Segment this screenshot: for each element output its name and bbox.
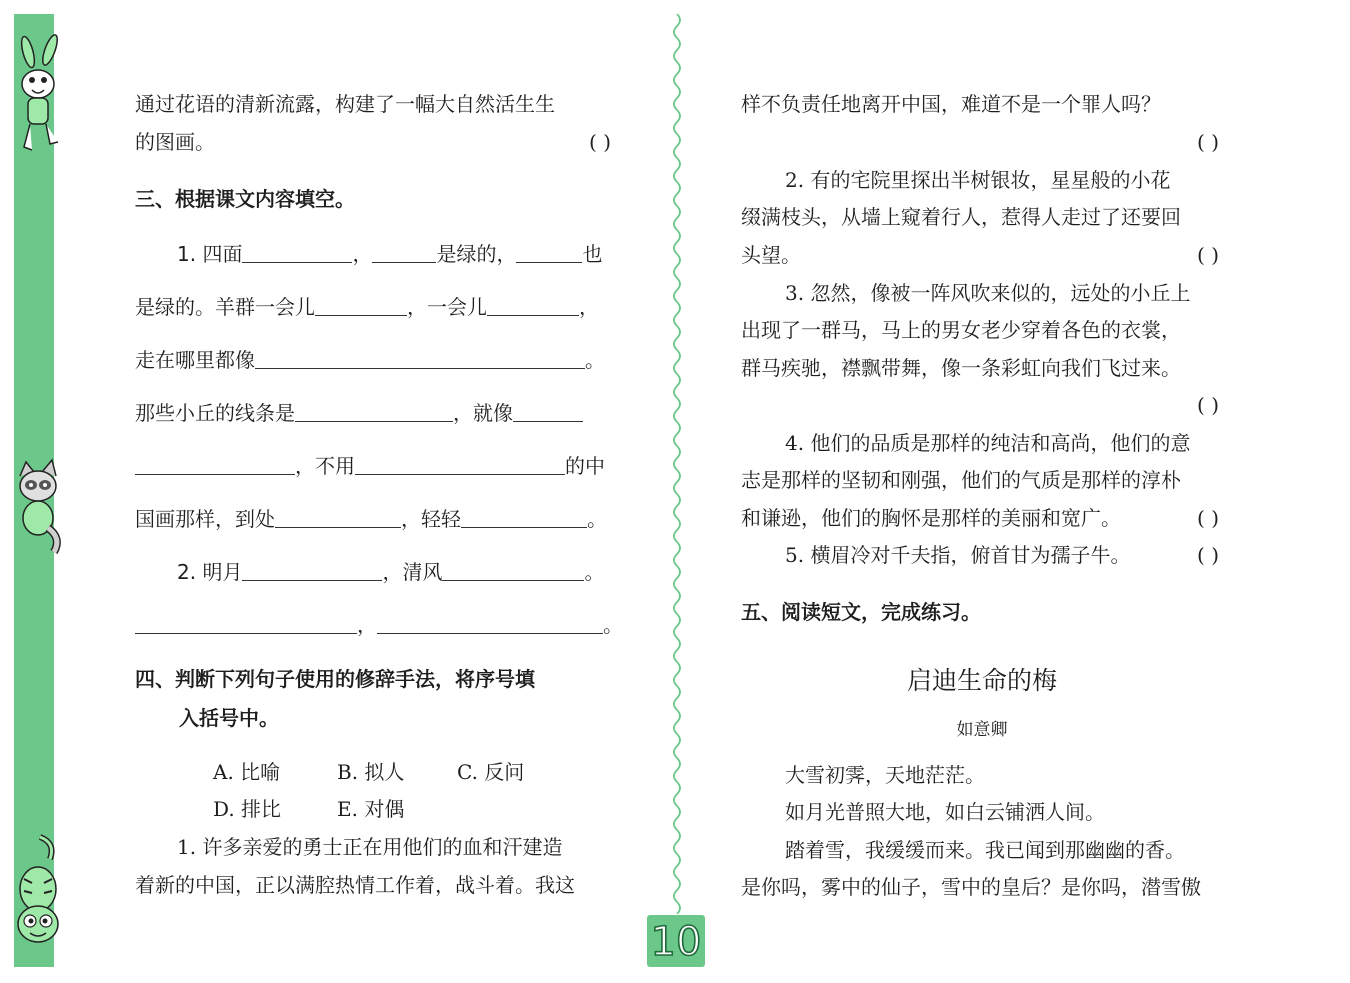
page-number: 10 — [647, 915, 705, 967]
q4-answer-bracket[interactable]: ( ) — [1197, 506, 1219, 530]
q4-line-3 — [741, 504, 1223, 532]
q2-answer-bracket[interactable]: ( ) — [1197, 243, 1219, 267]
rabbit-mascot-icon — [10, 32, 66, 162]
option-a: A. 比喻 — [213, 760, 281, 784]
section5-heading: 五、阅读短文，完成练习。 — [741, 600, 981, 624]
fill2-blank-2[interactable] — [442, 560, 584, 581]
fill1-text-line3: 走在哪里都像 — [135, 348, 255, 372]
section3-heading: 三、根据课文内容填空。 — [135, 187, 355, 211]
q3-answer-row — [741, 391, 1223, 419]
q1-line-2: 着新的中国，正以满腔热情工作着，战斗着。我这 — [135, 873, 575, 897]
fill2-line-2 — [135, 611, 623, 639]
fill2-text-period: 。 — [584, 560, 605, 584]
left-sidebar-strip — [14, 14, 54, 967]
fill1-text-comma2: ， — [579, 295, 599, 319]
fill1-text-shilv: 是绿的， — [436, 242, 517, 266]
fill1-line-2 — [135, 293, 615, 321]
q1-line-1: 1. 许多亲爱的勇士正在用他们的血和汗建造 — [177, 835, 563, 859]
intro-line-2 — [135, 128, 615, 156]
fill1-blank-11[interactable] — [275, 507, 401, 528]
raccoon-mascot-icon — [10, 454, 66, 559]
option-c: C. 反问 — [457, 760, 525, 784]
q2-line-2: 缀满枝头，从墙上窥着行人，惹得人走过了还要回 — [741, 205, 1181, 229]
fill1-number: 1. — [177, 242, 197, 266]
passage-line-2: 如月光普照大地，如白云铺洒人间。 — [785, 800, 1105, 824]
left-column — [135, 90, 623, 910]
q5-answer-bracket[interactable]: ( ) — [1197, 543, 1219, 567]
fill1-text-line4b: ，就像 — [453, 401, 513, 425]
fill1-text-dezhong: 的中 — [565, 454, 605, 478]
right-column — [741, 90, 1223, 910]
q2-line-1: 2. 有的宅院里探出半树银妆，星星般的小花 — [785, 168, 1171, 192]
q3-line-1: 3. 忽然，像被一阵风吹来似的，远处的小丘上 — [785, 281, 1191, 305]
fill1-text-line2b: ，一会儿 — [407, 295, 487, 319]
fill1-blank-6[interactable] — [255, 348, 585, 369]
q1-continued: 样不负责任地离开中国，难道不是一个罪人吗？ — [741, 92, 1161, 116]
fill1-line-4 — [135, 399, 615, 427]
fill1-blank-2[interactable] — [372, 242, 436, 263]
fill1-text-period: 。 — [585, 348, 605, 372]
passage-line-4: 是你吗，雾中的仙子，雪中的皇后？是你吗，潜雪傲 — [741, 875, 1201, 899]
q4-line-3-text: 和谦逊，他们的胸怀是那样的美丽和宽广。 — [741, 506, 1121, 530]
q1-answer-row — [741, 128, 1223, 156]
fill2-blank-1[interactable] — [242, 560, 382, 581]
section4-heading-line-2: 入括号中。 — [179, 706, 279, 730]
tiger-mascot-icon — [10, 829, 66, 954]
fill1-line-3 — [135, 346, 615, 374]
option-d: D. 排比 — [213, 797, 282, 821]
fill1-text-line6b: ，轻轻 — [401, 507, 461, 531]
fill2-text-qingfeng: ，清风 — [382, 560, 443, 584]
q2-line-3-text: 头望。 — [741, 243, 801, 267]
fill1-blank-7[interactable] — [295, 401, 453, 422]
q3-answer-bracket[interactable]: ( ) — [1197, 393, 1219, 417]
fill2-text-mingyue: 明月 — [202, 560, 243, 584]
fill2-blank-3[interactable] — [135, 613, 357, 634]
intro-answer-bracket[interactable]: ( ) — [589, 130, 611, 154]
fill1-blank-10[interactable] — [355, 454, 565, 475]
fill1-blank-9[interactable] — [135, 454, 295, 475]
fill1-line-6 — [135, 505, 615, 533]
fill1-text-line6a: 国画那样，到处 — [135, 507, 275, 531]
fill2-line-1 — [135, 558, 615, 586]
fill2-blank-4[interactable] — [377, 613, 603, 634]
fill1-blank-4[interactable] — [315, 295, 407, 316]
fill1-line-5 — [135, 452, 615, 480]
option-b: B. 拟人 — [337, 760, 405, 784]
rhetoric-options-row-2 — [135, 795, 615, 823]
option-e: E. 对偶 — [337, 797, 405, 821]
rhetoric-options-row-1 — [135, 758, 615, 786]
fill1-blank-1[interactable] — [242, 242, 352, 263]
fill1-blank-5[interactable] — [487, 295, 579, 316]
fill1-text-buyong: ，不用 — [295, 454, 355, 478]
q4-line-2: 志是那样的坚韧和刚强，他们的气质是那样的淳朴 — [741, 468, 1181, 492]
intro-line-2-text: 的图画。 — [135, 130, 215, 154]
fill1-blank-12[interactable] — [461, 507, 587, 528]
q5-text: 5. 横眉冷对千夫指，俯首甘为孺子牛。 — [785, 543, 1131, 567]
section4-heading-line-1: 四、判断下列句子使用的修辞手法，将序号填 — [135, 667, 535, 691]
fill1-blank-8[interactable] — [513, 401, 583, 422]
fill1-text-line2a: 是绿的。羊群一会儿 — [135, 295, 315, 319]
wavy-divider-icon — [666, 14, 688, 914]
q4-line-1: 4. 他们的品质是那样的纯洁和高尚，他们的意 — [785, 431, 1191, 455]
q5-line-1 — [741, 541, 1223, 569]
q1-answer-bracket[interactable]: ( ) — [1197, 130, 1219, 154]
fill1-blank-3[interactable] — [516, 242, 582, 263]
passage-author: 如意卿 — [956, 720, 1008, 740]
fill1-text-ye: 也 — [582, 242, 603, 266]
q3-line-2: 出现了一群马，马上的男女老少穿着各色的衣裳， — [741, 318, 1181, 342]
fill2-text-period2: 。 — [603, 613, 623, 637]
passage-title: 启迪生命的梅 — [906, 666, 1057, 695]
fill1-text-comma: ， — [352, 242, 373, 266]
q2-line-3 — [741, 241, 1223, 269]
passage-line-3: 踏着雪，我缓缓而来。我已闻到那幽幽的香。 — [785, 838, 1185, 862]
fill2-text-comma: ， — [357, 613, 377, 637]
passage-line-1: 大雪初霁，天地茫茫。 — [785, 763, 985, 787]
fill1-text-line4a: 那些小丘的线条是 — [135, 401, 295, 425]
fill1-line-1 — [135, 240, 615, 268]
intro-line-1: 通过花语的清新流露，构建了一幅大自然活生生 — [135, 92, 555, 116]
q3-line-3: 群马疾驰，襟飘带舞，像一条彩虹向我们飞过来。 — [741, 356, 1181, 380]
fill1-text-simian: 四面 — [202, 242, 243, 266]
fill2-number: 2. — [177, 560, 197, 584]
fill1-text-period2: 。 — [587, 507, 607, 531]
